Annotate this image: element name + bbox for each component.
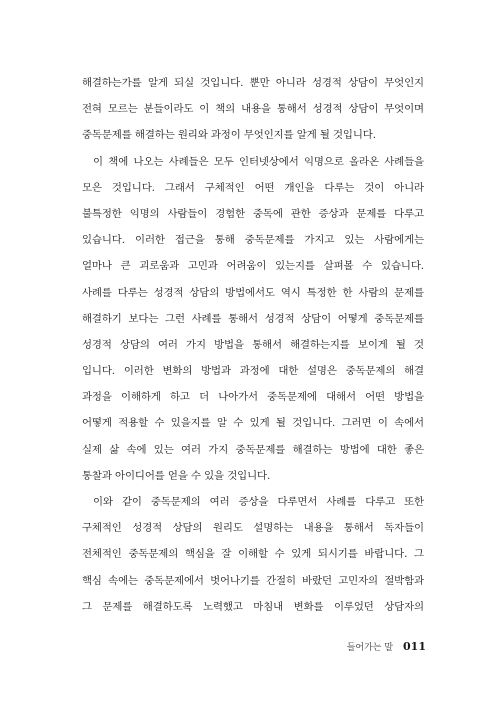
text-line: 불특정한 익명의 사람들이 경험한 중독에 관한 증상과 문제를 다루고 <box>82 207 424 220</box>
text-line: 성경적 상담의 여러 가지 방법을 통해서 해결하는지를 보이게 될 것 <box>82 338 424 351</box>
text-line: 해결하기 보다는 그런 사례를 통해서 성경적 상담이 어떻게 중독문제를 <box>82 312 424 325</box>
text-line: 전체적인 중독문제의 핵심을 잘 이해할 수 있게 되시기를 바랍니다. 그 <box>82 548 424 561</box>
text-line: 모은 것입니다. 그래서 구체적인 어떤 개인을 다루는 것이 아니라 <box>82 181 424 194</box>
text-line: 사례를 다루는 성경적 상담의 방법에서도 역시 특정한 한 사람의 문제를 <box>82 286 424 299</box>
section-label: 들어가는 말 <box>346 643 394 653</box>
text-line: 있습니다. 이러한 접근을 통해 중독문제를 가지고 있는 사람에게는 <box>82 234 424 247</box>
body-text <box>82 70 424 620</box>
text-line: 입니다. 이러한 변화의 방법과 과정에 대한 설명은 중독문제의 해결 <box>82 365 424 378</box>
paragraph-start-line: 이 책에 나오는 사례들은 모두 인터넷상에서 익명으로 올라온 사례들을 <box>93 155 424 168</box>
text-line: 전혀 모르는 분들이라도 이 책의 내용을 통해서 성경적 상담이 무엇이며 <box>82 103 424 116</box>
text-line: 해결하는가를 알게 되실 것입니다. 뿐만 아니라 성경적 상담이 무엇인지 <box>82 77 424 89</box>
text-line: 핵심 속에는 중독문제에서 벗어나기를 간절히 바랐던 고민자의 절박함과 <box>82 574 424 587</box>
text-line: 중독문제를 해결하는 원리와 과정이 무엇인지를 알게 될 것입니다. <box>82 129 376 142</box>
text-line: 구체적인 성경적 상담의 원리도 설명하는 내용을 통해서 독자들이 <box>82 522 424 535</box>
text-line: 어떻게 적용할 수 있을지를 알 수 있게 될 것입니다. 그러면 이 속에서 <box>82 417 424 430</box>
text-line: 실제 삶 속에 있는 여러 가지 중독문제를 해결하는 방법에 대한 좋은 <box>82 443 424 456</box>
text-line: 통찰과 아이디어를 얻을 수 있을 것입니다. <box>82 469 271 482</box>
page-number: 011 <box>403 640 426 653</box>
text-line: 과정을 이해하게 하고 더 나아가서 중독문제에 대해서 어떤 방법을 <box>82 391 424 404</box>
text-line: 그 문제를 해결하도록 노력했고 마침내 변화를 이루었던 상담자의 <box>82 600 424 613</box>
text-line: 얼마나 큰 괴로움과 고민과 어려움이 있는지를 살펴볼 수 있습니다. <box>82 260 424 273</box>
paragraph-start-line: 이와 같이 중독문제의 여러 증상을 다루면서 사례를 다루고 또한 <box>93 496 424 508</box>
page-footer <box>347 640 426 653</box>
